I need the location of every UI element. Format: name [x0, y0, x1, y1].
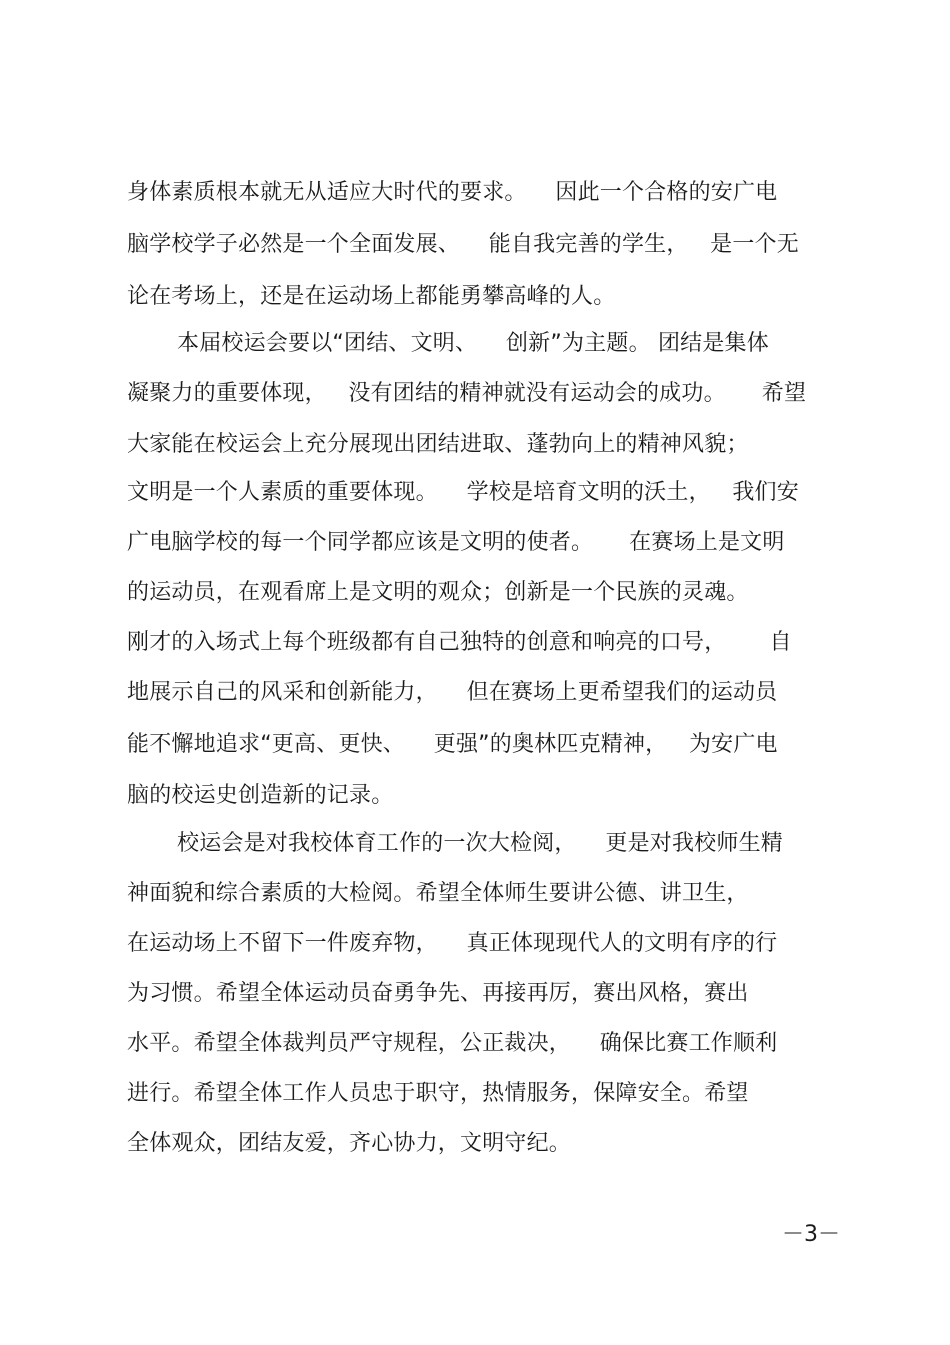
- text-line: 脑的校运史创造新的记录。: [127, 783, 394, 808]
- text-line: 广电脑学校的每一个同学都应该是文明的使者。 在赛场上是文明: [127, 530, 785, 555]
- text-line: 进行。希望全体工作人员忠于职守，热情服务，保障安全。希望: [127, 1081, 749, 1106]
- text-line: 在运动场上不留下一件废弃物， 真正体现现代人的文明有序的行: [127, 931, 778, 956]
- text-line: 凝聚力的重要体现， 没有团结的精神就没有运动会的成功。 希望: [127, 381, 807, 406]
- text-line: 文明是一个人素质的重要体现。 学校是培育文明的沃土， 我们安: [127, 480, 799, 505]
- text-line: 刚才的入场式上每个班级都有自己独特的创意和响亮的口号， 自: [127, 630, 792, 655]
- text-line: 论在考场上，还是在运动场上都能勇攀高峰的人。: [127, 284, 616, 309]
- text-line: 的运动员，在观看席上是文明的观众；创新是一个民族的灵魂。: [127, 580, 749, 605]
- text-line: 脑学校学子必然是一个全面发展、 能自我完善的学生， 是一个无: [127, 232, 799, 257]
- paragraph-start-line: 本届校运会要以“团结、文明、 创新”为主题。 团结是集体: [177, 331, 769, 356]
- page-number: －3－: [782, 1222, 840, 1247]
- text-line: 能不懈地追求“更高、更快、 更强”的奥林匹克精神， 为安广电: [127, 732, 778, 757]
- text-line: 身体素质根本就无从适应大时代的要求。 因此一个合格的安广电: [127, 180, 778, 205]
- text-line: 大家能在校运会上充分展现出团结进取、蓬勃向上的精神风貌；: [127, 432, 749, 457]
- text-line: 为习惯。希望全体运动员奋勇争先、再接再厉，赛出风格，赛出: [127, 981, 749, 1006]
- text-line: 水平。希望全体裁判员严守规程，公正裁决， 确保比赛工作顺利: [127, 1031, 778, 1056]
- text-line: 神面貌和综合素质的大检阅。希望全体师生要讲公德、讲卫生，: [127, 881, 749, 906]
- text-line: 全体观众，团结友爱，齐心协力，文明守纪。: [127, 1131, 572, 1156]
- paragraph-start-line: 校运会是对我校体育工作的一次大检阅， 更是对我校师生精: [177, 831, 783, 856]
- text-line: 地展示自己的风采和创新能力， 但在赛场上更希望我们的运动员: [127, 680, 778, 705]
